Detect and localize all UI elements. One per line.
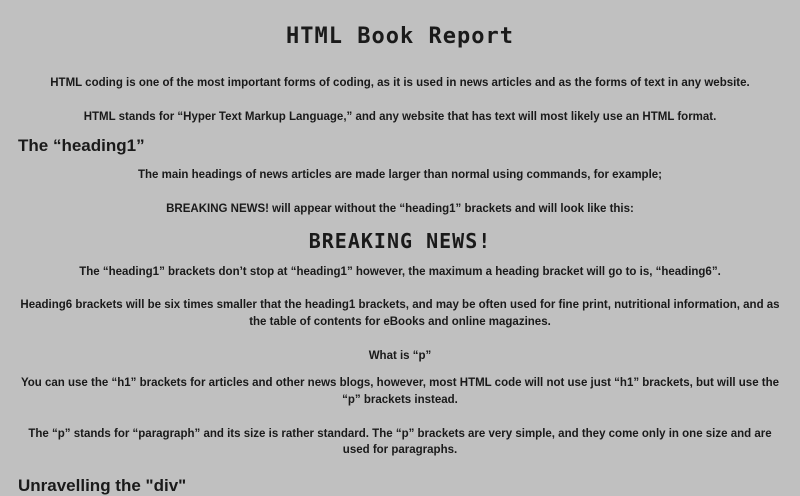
spacer: [16, 184, 784, 201]
spacer: [16, 409, 784, 426]
spacer: [16, 331, 784, 348]
paragraph-heading1-body-2: BREAKING NEWS! will appear without the “heading1” brackets and will look like this:: [166, 203, 634, 216]
spacer: [16, 253, 784, 264]
paragraph-p-body-1: You can use the “h1” brackets for articles and other news blogs, however, most HTML code will not use just “h1” brackets, but will use the “p” brackets instead.: [20, 377, 780, 407]
paragraph-intro-1: HTML coding is one of the most important forms of coding, as it is used in news articles and as the forms of text in any website.: [50, 77, 750, 89]
paragraph-heading1-body-3: The “heading1” brackets don’t stop at “heading1” however, the maximum a heading bracket will go to is, “heading6”.: [79, 265, 721, 278]
section-heading-p: What is “p”: [368, 349, 432, 362]
spacer: [16, 280, 784, 297]
section-heading-heading1: The “heading1”: [18, 136, 145, 156]
spacer: [16, 92, 784, 109]
spacer: [16, 364, 784, 375]
spacer: [16, 125, 784, 136]
spacer: [16, 49, 784, 75]
spacer: [16, 218, 784, 229]
paragraph-heading1-body-1: The main headings of news articles are made larger than normal using commands, for example;: [137, 169, 663, 182]
spacer: [16, 156, 784, 167]
paragraph-p-body-2: The “p” stands for “paragraph” and its size is rather standard. The “p” brackets are very simple, and they come only in one size and are used for paragraphs.: [28, 427, 772, 457]
section-heading-div: Unravelling the "div": [18, 476, 187, 496]
paragraph-heading6-body: Heading6 brackets will be six times smaller that the heading1 brackets, and may be often used for fine print, nutritional information, and as the table of contents for eBooks and online magazines.: [20, 299, 780, 329]
paragraph-intro-2: HTML stands for “Hyper Text Markup Language,” and any website that has text will most likely use an HTML format.: [83, 110, 717, 123]
breaking-news-heading: BREAKING NEWS!: [308, 228, 492, 253]
page-title: HTML Book Report: [286, 24, 514, 49]
spacer: [16, 459, 784, 476]
